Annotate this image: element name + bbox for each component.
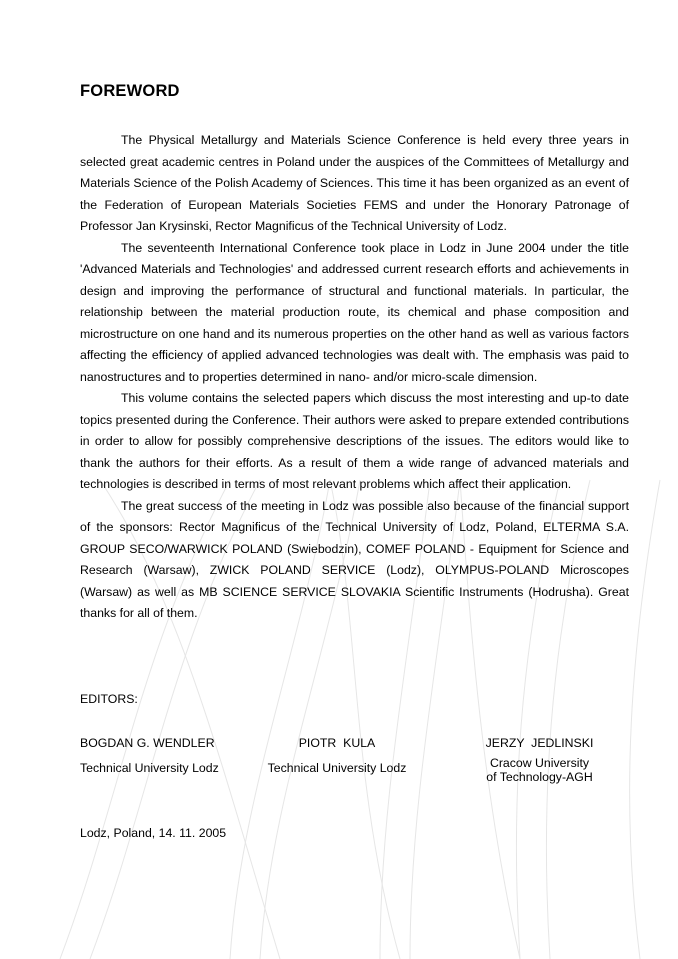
paragraph: The seventeenth International Conference took place in Lodz in June 2004 under the title 'Advanced Materials and Technologies' and addressed current research efforts and achievements in design and improving the performance of structural and functional materials. In particular, the relationship between the material production route, its chemical and phase composition and microstructure on one hand and its numerous properties on the other hand as well as various factors affecting the efficiency of applied advanced technologies was dealt with. The emphasis was paid to nanostructures and to properties determined in nano- and/or micro-scale dimension. [80,240,629,384]
editor-block [478,736,601,784]
paragraph: The Physical Metallurgy and Materials Science Conference is held every three years in selected great academic centres in Poland under the auspices of the Committees of Metallurgy and Materials Science of the Polish Academy of Sciences. This time it has been organized as an event of the Federation of European Materials Societies FEMS and under the Honorary Patronage of Professor Jan Krysinski, Rector Magnificus of the Technical University of Lodz. [80,133,629,233]
editor-block [80,736,219,775]
place-date: Lodz, Poland, 14. 11. 2005 [80,826,227,840]
editor-name: PIOTR KULA [298,736,376,750]
editor-name: BOGDAN G. WENDLER [80,736,215,750]
foreword-body [80,130,629,625]
paragraph: This volume contains the selected papers which discuss the most interesting and up-to date topics presented during the Conference. Their authors were asked to prepare extended contributions in order to allow for possibly comprehensive descriptions of the issues. The editors would like to thank the authors for their efforts. As a result of them a wide range of advanced materials and technologies is described in terms of most relevant problems which affect their application. [80,391,629,491]
editor-name: JERZY JEDLINSKI [485,736,594,750]
page-title: FOREWORD [80,82,180,100]
editor-affiliation: Cracow University of Technology-AGH [486,756,593,784]
editor-affiliation: Technical University Lodz [267,761,407,775]
editor-block [265,736,409,775]
paragraph: The great success of the meeting in Lodz was possible also because of the financial support of the sponsors: Rector Magnificus of the Technical University of Lodz, Poland, ELTERMA S.A. GROUP SECO/WARWICK POLAND (Swiebodzin), COMEF POLAND - Equipment for Science and Research (Warsaw), ZWICK POLAND SERVICE (Lodz), OLYMPUS-POLAND Microscopes (Warsaw) as well as MB SCIENCE SERVICE SLOVAKIA Scientific Instruments (Hodrusha). Great thanks for all of them. [80,498,629,620]
editor-affiliation: Technical University Lodz [80,761,219,775]
editors-label: EDITORS: [80,692,138,706]
